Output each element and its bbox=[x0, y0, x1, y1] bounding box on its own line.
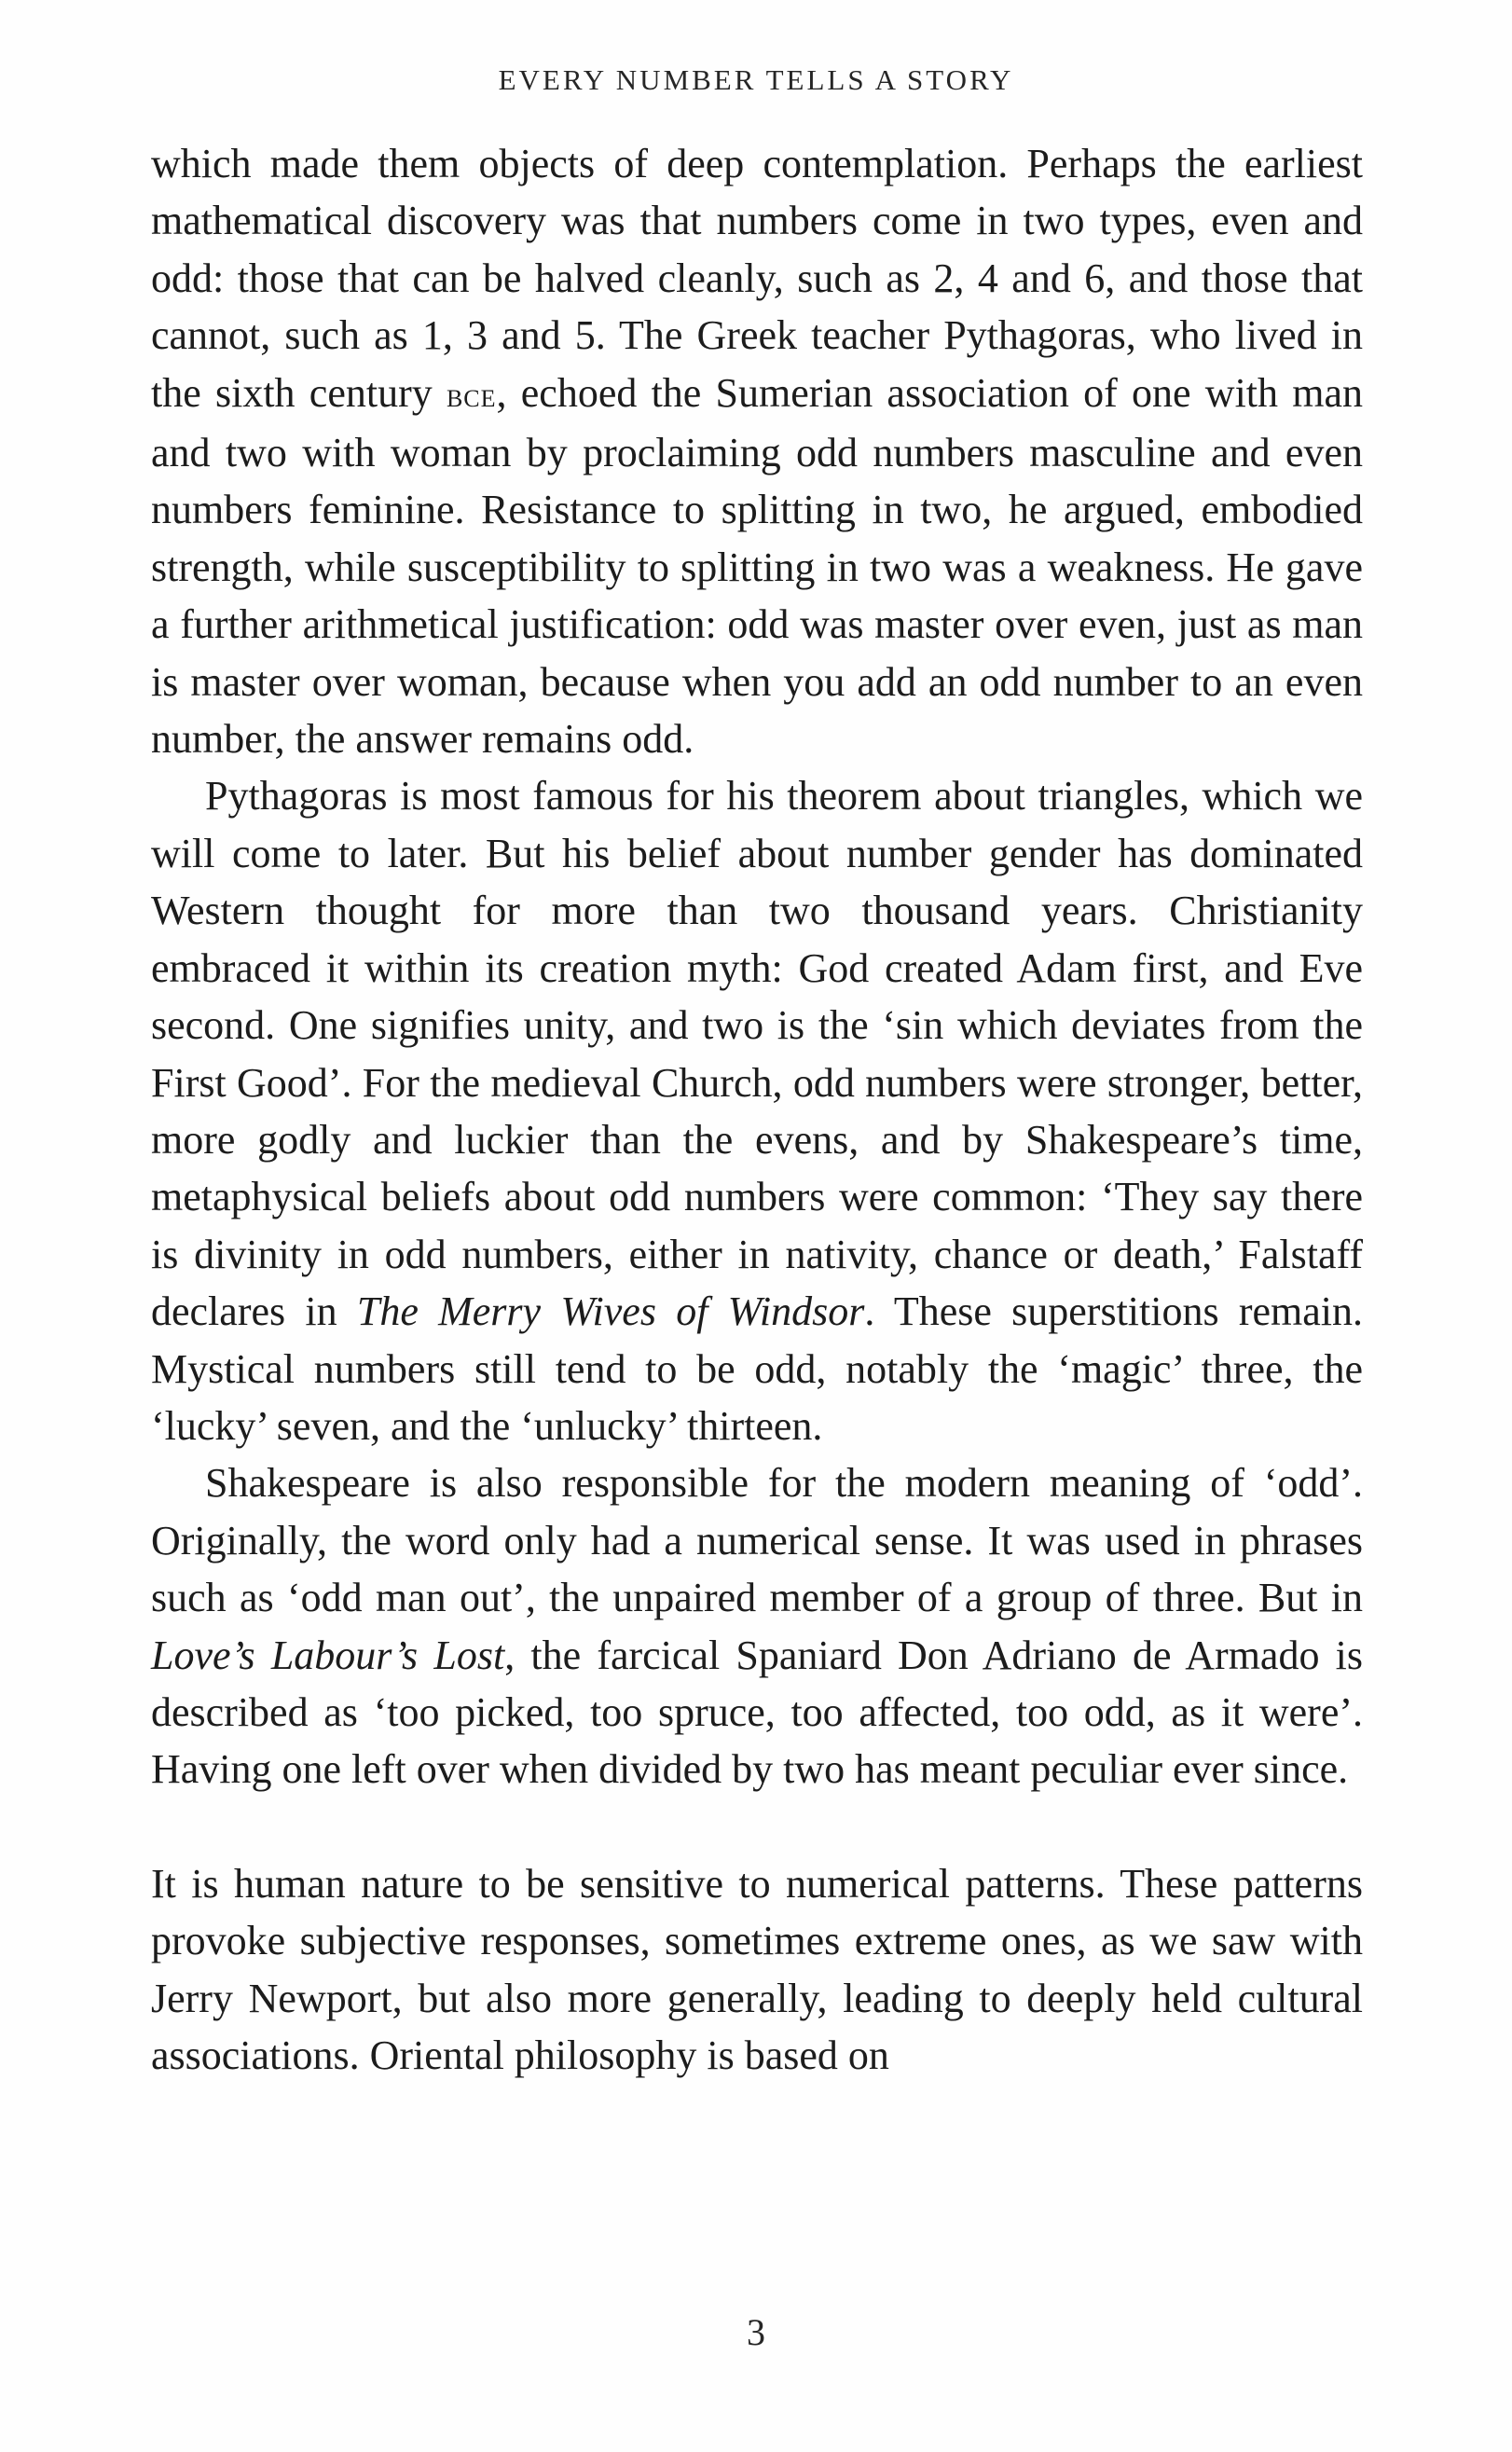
paragraph-text: , echoed the Sumerian association of one with man and two with woman by proclaiming odd numbers masculine and even numbers feminine. Resistance to splitting in two, he argued, embodied strength, while susceptibility to splitting in two was a weakness. He gave a further arithmetical justification: odd was master over even, just as man is master over woman, because when you add an odd number to an even number, the answer remains odd. bbox=[151, 369, 1364, 763]
work-title: The Merry Wives of Windsor bbox=[356, 1288, 865, 1335]
page-number: 3 bbox=[747, 2311, 765, 2353]
paragraph-text: . These superstitions remain. Mystical numbers still tend to be odd, notably the ‘magic’ three, the ‘lucky’ seven, and the ‘unlucky’ thirteen. bbox=[151, 1288, 1364, 1449]
paragraph-text: , the farcical Spaniard Don Adriano de Armado is described as ‘too picked, too spruce, too affected, too odd, as it were’. Having one left over when divided by two has meant peculiar ever since. bbox=[151, 1632, 1363, 1793]
paragraph-text: which made them objects of deep contemplation. Perhaps the earliest mathematical discovery was that numbers come in two types, even and odd: those that can be halved cleanly, such as 2, 4 and 6, and those that cannot, such as 1, 3 and 5. The Greek teacher Pythagoras, who lived in the sixth century bbox=[151, 141, 1363, 416]
paragraph-3 bbox=[151, 1454, 1363, 1798]
body-text bbox=[151, 135, 1363, 2084]
era-abbreviation: bce bbox=[446, 376, 497, 415]
paragraph-2 bbox=[151, 767, 1363, 1454]
paragraph-text: It is human nature to be sensitive to numerical patterns. These patterns provoke subjective responses, sometimes extreme ones, as we saw with Jerry Newport, but also more generally, leading to deeply held cultural associations. Oriental philosophy is based on bbox=[151, 1860, 1363, 2078]
paragraph-text: Pythagoras is most famous for his theorem about triangles, which we will come to later. But his belief about number gender has dominated Western thought for more than two thousand years. Christianity embraced it within its creation myth: God created Adam first, and Eve second. One signifies unity, and two is the ‘sin which deviates from the First Good’. For the medieval Church, odd numbers were stronger, better, more godly and luckier than the evens, and by Shakespeare’s time, metaphysical beliefs about odd numbers were common: ‘They say there is divinity in odd numbers, either in nativity, chance or death,’ Falstaff declares in bbox=[151, 773, 1363, 1335]
running-head: EVERY NUMBER TELLS A STORY bbox=[498, 63, 1014, 96]
work-title: Love’s Labour’s Lost bbox=[151, 1632, 505, 1678]
paragraph-text: Shakespeare is also responsible for the modern meaning of ‘odd’. Originally, the word only had a numerical sense. It was used in phrases such as ‘odd man out’, the unpaired member of a group of three. But in bbox=[151, 1460, 1363, 1621]
paragraph-4 bbox=[151, 1855, 1363, 2085]
paragraph-1 bbox=[151, 135, 1363, 767]
